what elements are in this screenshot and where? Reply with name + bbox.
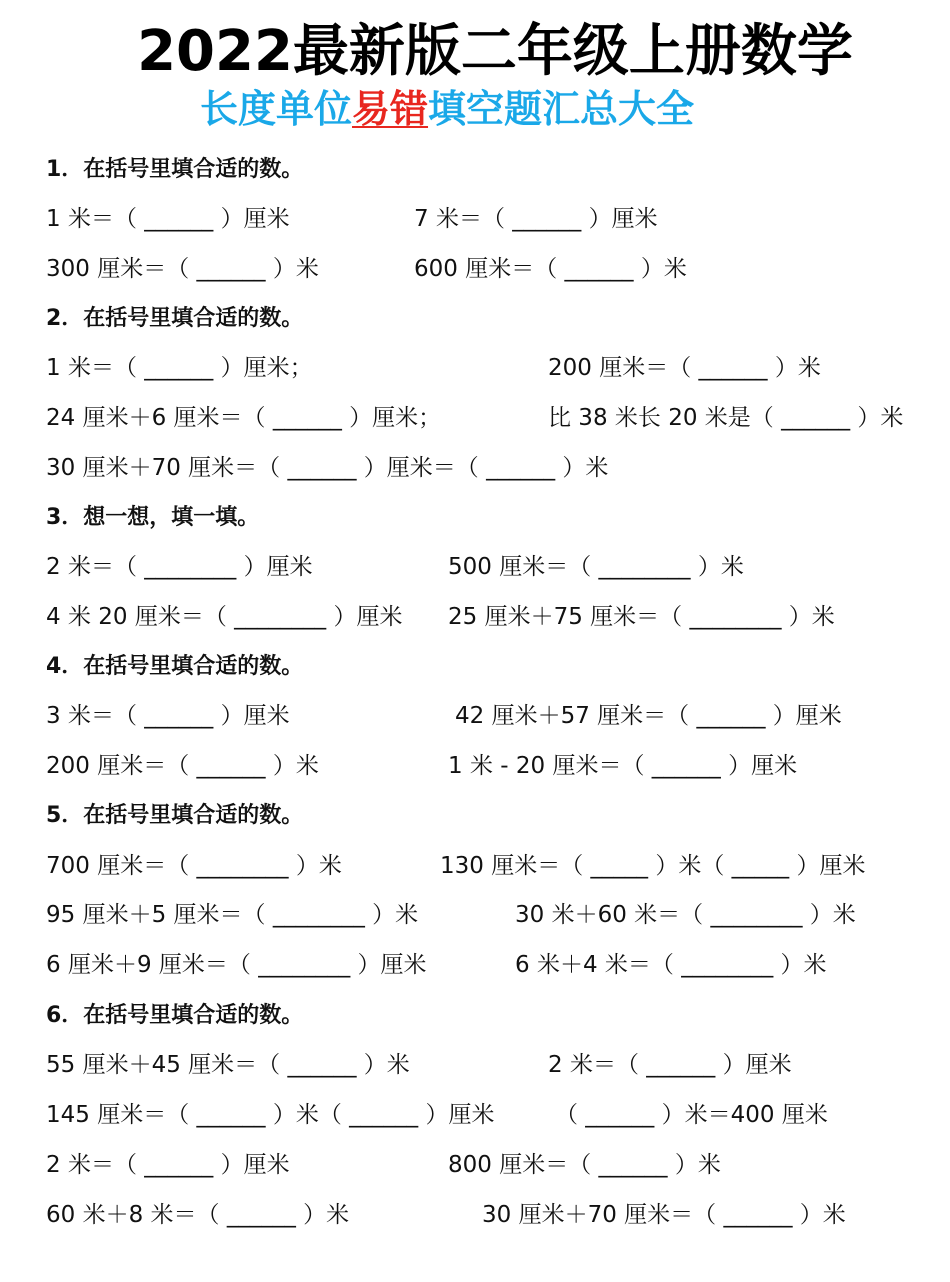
question-6-6: 800 厘米＝（ ______ ）米 bbox=[448, 1152, 721, 1178]
question-6-8: 30 厘米＋70 厘米＝（ ______ ）米 bbox=[482, 1202, 846, 1228]
section-4-heading: 4．在括号里填合适的数。 bbox=[46, 654, 304, 679]
section-5-heading: 5．在括号里填合适的数。 bbox=[46, 803, 304, 828]
section-6-heading: 6．在括号里填合适的数。 bbox=[46, 1003, 304, 1028]
question-4-1: 3 米＝（ ______ ）厘米 bbox=[46, 703, 290, 729]
question-5-1: 700 厘米＝（ ________ ）米 bbox=[46, 853, 342, 879]
page-title: 2022最新版二年级上册数学 bbox=[137, 19, 853, 84]
question-6-3: 145 厘米＝（ ______ ）米（ ______ ）厘米 bbox=[46, 1102, 495, 1128]
subtitle-part2: 填空题汇总大全 bbox=[428, 87, 695, 131]
question-3-3: 4 米 20 厘米＝（ ________ ）厘米 bbox=[46, 604, 403, 630]
question-5-6: 6 米＋4 米＝（ ________ ）米 bbox=[515, 952, 827, 978]
question-1-3: 300 厘米＝（ ______ ）米 bbox=[46, 256, 319, 282]
question-2-5: 30 厘米＋70 厘米＝（ ______ ）厘米＝（ ______ ）米 bbox=[46, 455, 609, 481]
question-4-2: 42 厘米＋57 厘米＝（ ______ ）厘米 bbox=[455, 703, 842, 729]
question-6-2: 2 米＝（ ______ ）厘米 bbox=[548, 1052, 792, 1078]
question-3-1: 2 米＝（ ________ ）厘米 bbox=[46, 554, 313, 580]
question-4-4: 1 米 - 20 厘米＝（ ______ ）厘米 bbox=[448, 753, 798, 779]
question-6-1: 55 厘米＋45 厘米＝（ ______ ）米 bbox=[46, 1052, 410, 1078]
question-2-4: 比 38 米长 20 米是（ ______ ）米 bbox=[548, 405, 904, 431]
question-6-4: （ ______ ）米＝400 厘米 bbox=[555, 1102, 828, 1128]
subtitle-part1: 长度单位 bbox=[200, 87, 353, 131]
question-5-5: 6 厘米＋9 厘米＝（ ________ ）厘米 bbox=[46, 952, 427, 978]
question-3-4: 25 厘米＋75 厘米＝（ ________ ）米 bbox=[448, 604, 835, 630]
question-5-3: 95 厘米＋5 厘米＝（ ________ ）米 bbox=[46, 902, 419, 928]
question-1-1: 1 米＝（ ______ ）厘米 bbox=[46, 206, 290, 232]
question-1-4: 600 厘米＝（ ______ ）米 bbox=[414, 256, 687, 282]
question-6-5: 2 米＝（ ______ ）厘米 bbox=[46, 1152, 290, 1178]
section-3-heading: 3．想一想，填一填。 bbox=[46, 505, 260, 530]
question-2-2: 200 厘米＝（ ______ ）米 bbox=[548, 355, 821, 381]
question-2-1: 1 米＝（ ______ ）厘米； bbox=[46, 355, 313, 381]
question-5-4: 30 米＋60 米＝（ ________ ）米 bbox=[515, 902, 856, 928]
section-2-heading: 2．在括号里填合适的数。 bbox=[46, 306, 304, 331]
section-1-heading: 1．在括号里填合适的数。 bbox=[46, 157, 304, 182]
question-5-2: 130 厘米＝（ _____ ）米（ _____ ）厘米 bbox=[440, 853, 866, 879]
page-subtitle bbox=[200, 86, 694, 132]
question-3-2: 500 厘米＝（ ________ ）米 bbox=[448, 554, 744, 580]
question-1-2: 7 米＝（ ______ ）厘米 bbox=[414, 206, 658, 232]
question-2-3: 24 厘米＋6 厘米＝（ ______ ）厘米； bbox=[46, 405, 442, 431]
subtitle-highlight: 易错 bbox=[352, 87, 429, 131]
question-6-7: 60 米＋8 米＝（ ______ ）米 bbox=[46, 1202, 350, 1228]
question-4-3: 200 厘米＝（ ______ ）米 bbox=[46, 753, 319, 779]
